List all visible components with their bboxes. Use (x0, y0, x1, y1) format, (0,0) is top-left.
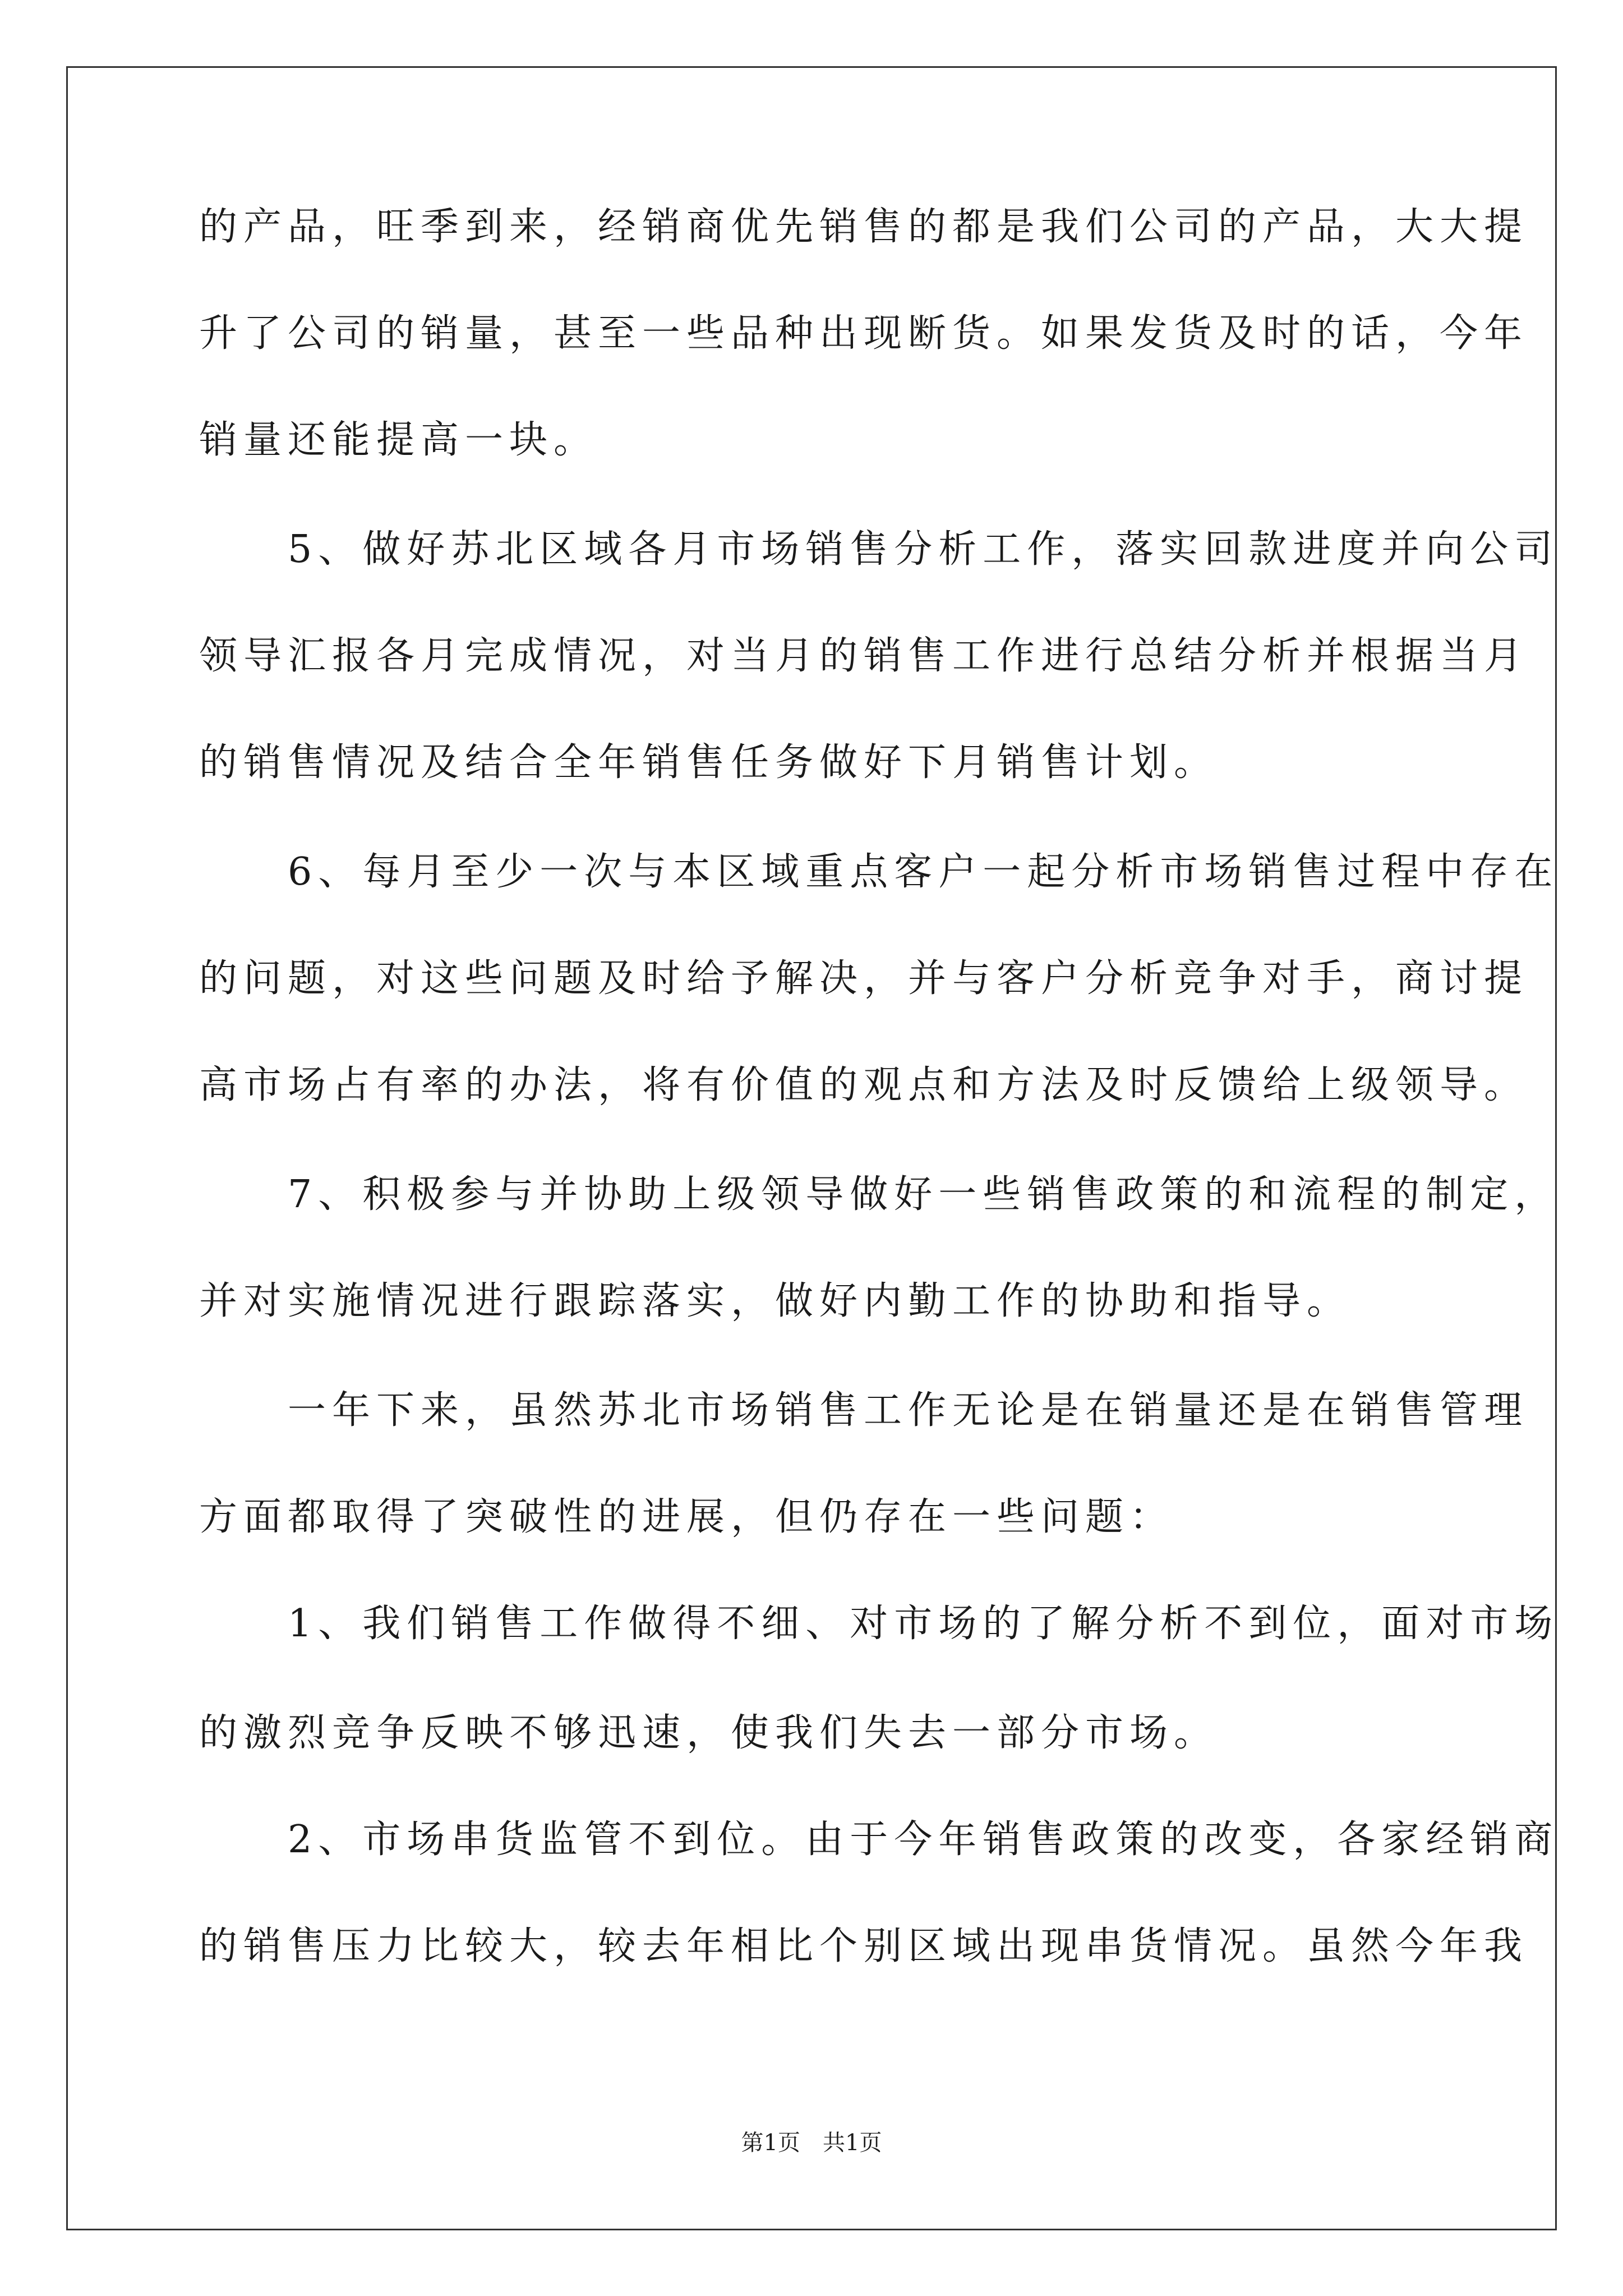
text-line: 领导汇报各月完成情况，对当月的销售工作进行总结分析并根据当月 (199, 634, 1529, 678)
text-line: 并对实施情况进行跟踪落实，做好内勤工作的协助和指导。 (199, 1279, 1352, 1323)
text-line: 升了公司的销量，甚至一些品种出现断货。如果发货及时的话，今年 (199, 311, 1529, 356)
text-line: 7、积极参与并协助上级领导做好一些销售政策的和流程的制定， (199, 1172, 1559, 1217)
text-line: 的产品，旺季到来，经销商优先销售的都是我们公司的产品，大大提 (199, 205, 1529, 249)
text-line: 的销售压力比较大，较去年相比个别区域出现串货情况。虽然今年我 (199, 1924, 1529, 1968)
text-line: 的激烈竞争反映不够迅速，使我们失去一部分市场。 (199, 1711, 1219, 1755)
page-border (66, 66, 1557, 2230)
text-line: 的销售情况及结合全年销售任务做好下月销售计划。 (199, 740, 1219, 785)
text-line: 1、我们销售工作做得不细、对市场的了解分析不到位，面对市场 (199, 1602, 1559, 1646)
text-line: 6、每月至少一次与本区域重点客户一起分析市场销售过程中存在 (199, 850, 1559, 894)
text-line: 的问题，对这些问题及时给予解决，并与客户分析竞争对手，商讨提 (199, 956, 1529, 1001)
text-line: 高市场占有率的办法，将有价值的观点和方法及时反馈给上级领导。 (199, 1063, 1529, 1107)
text-line: 销量还能提高一块。 (199, 418, 598, 462)
text-line: 方面都取得了突破性的进展，但仍存在一些问题： (199, 1495, 1174, 1539)
text-line: 2、市场串货监管不到位。由于今年销售政策的改变，各家经销商 (199, 1818, 1559, 1862)
page-footer: 第1页 共1页 (741, 2130, 882, 2156)
text-line: 5、做好苏北区域各月市场销售分析工作，落实回款进度并向公司 (199, 527, 1559, 572)
text-line: 一年下来，虽然苏北市场销售工作无论是在销量还是在销售管理 (199, 1388, 1529, 1433)
